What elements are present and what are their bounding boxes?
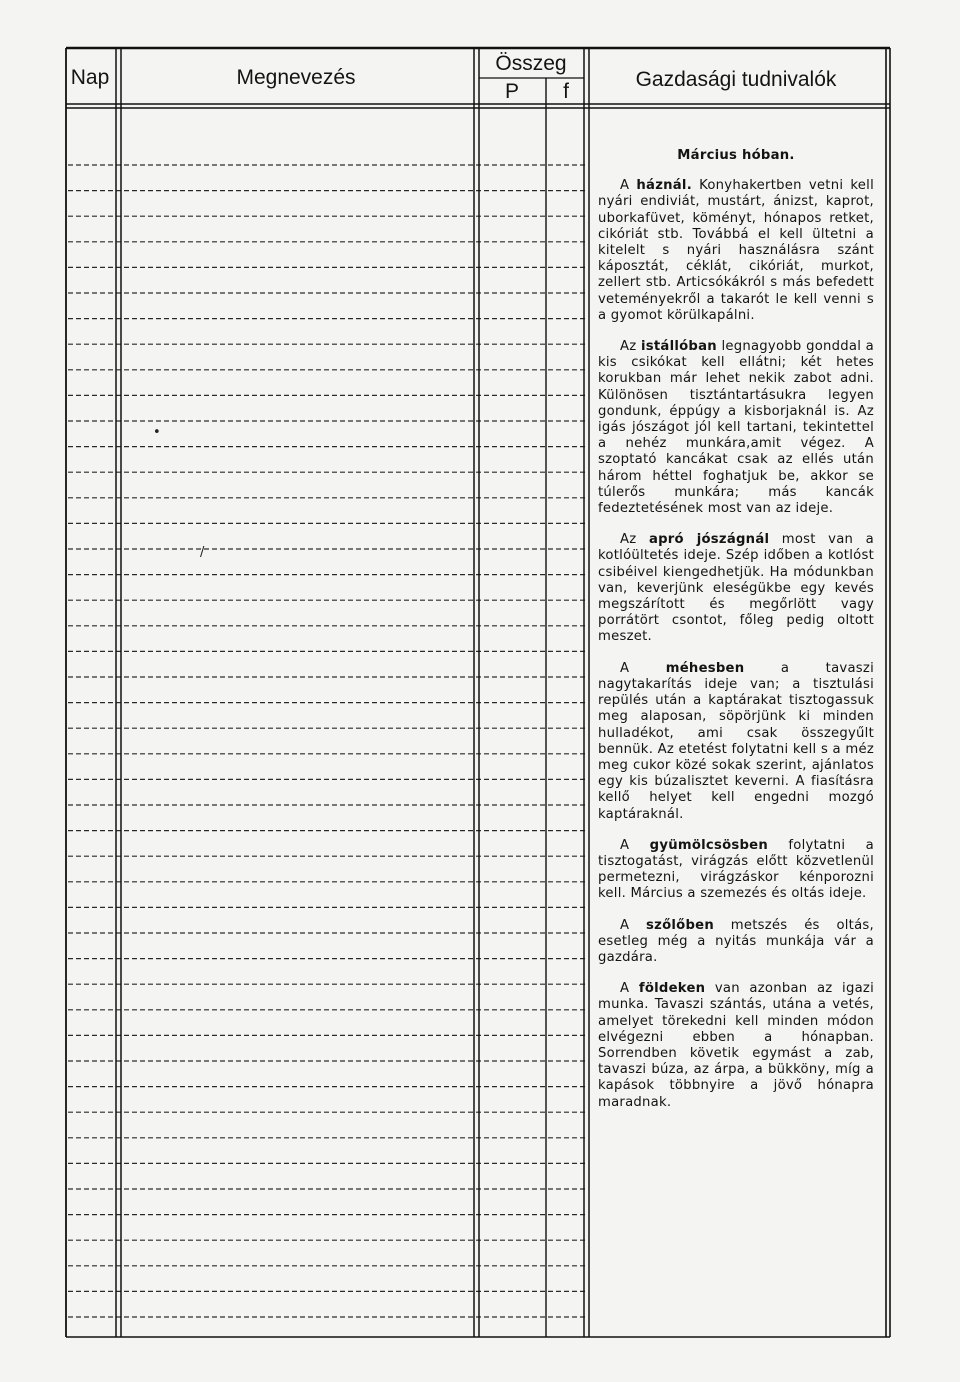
notes-paragraph <box>598 918 874 967</box>
paragraph-lead: A <box>620 917 647 933</box>
paragraph-topic: földeken <box>638 981 706 997</box>
notes-paragraph <box>598 838 874 903</box>
column-header-amount-filler: f <box>563 80 569 103</box>
paragraph-text: van azonban az igazi munka. Tavaszi szántás, utána a vetés, amelyet törekedni kell minden módon elvégezni ebben a hónapban. Sorrendben követik egymást a zab, tavaszi búza, az árpa, a bükköny, míg a kapások többnyire a jövő hónapra maradnak. <box>598 981 874 1110</box>
notes-paragraph <box>598 532 874 645</box>
notes-paragraph <box>598 981 874 1111</box>
paragraph-text: Konyhakertben vetni kell nyári endiviát, mustárt, ánizst, kaprot, uborkafüvet, köményt, hónapos retket, cikóriát stb. Továbbá el kell ültetni a kitelelt s nyári használásra szánt káposztát, céklát, cikóriát, murkot, zellert stb. Articsókákról s más befedett veteményekről a takarót le kell venni s a gyomot körülkapálni. <box>598 178 874 323</box>
stray-mark: • <box>153 425 161 440</box>
farming-notes <box>598 148 874 1126</box>
paragraph-lead: A <box>620 981 639 997</box>
column-header-amount: Összeg <box>495 52 567 75</box>
column-header-name: Megnevezés <box>236 66 356 89</box>
notes-paragraph <box>598 178 874 324</box>
notes-paragraph <box>598 661 874 823</box>
paragraph-topic: méhesben <box>665 660 745 676</box>
paragraph-text: folytatni a tisztogatást, virágzás előtt közvetlenül permetezni, virágzáskor kénporozni kell. Március a szemezés és oltás ideje. <box>598 837 874 902</box>
paragraph-lead: A <box>620 660 666 676</box>
column-header-amount-pengo: P <box>504 80 520 103</box>
column-header-day: Nap <box>70 66 110 89</box>
notes-title: Március hóban. <box>677 148 795 163</box>
paragraph-lead: Az <box>620 532 649 548</box>
paragraph-topic: istállóban <box>641 339 717 355</box>
column-header-notes: Gazdasági tudnivalók <box>635 68 837 91</box>
paragraph-text: legnagyobb gonddal a kis csikókat kell ellátni; két hetes korukban már lehet nekik zabot adni. Különösen tisztántartásukra legyen gondunk, éppúgy a kisborjaknál is. Az igás jószágot jól kell tartani, tekintettel a nehéz munkára,amit végez. A szoptató kancákat csak az ellés után három héttel foghatjuk be, akkor se túlerős munkára; más kancák fedeztetésének most van az ideje. <box>598 339 874 517</box>
paragraph-topic: gyümölcsösben <box>649 837 769 853</box>
paragraph-topic: háznál. <box>636 178 692 194</box>
paragraph-topic: szőlőben <box>646 917 714 933</box>
paragraph-lead: A <box>620 837 650 853</box>
paragraph-lead: A <box>620 178 637 194</box>
notes-paragraph <box>598 339 874 517</box>
stray-mark: / <box>200 545 205 560</box>
paragraph-topic: apró jószágnál <box>648 532 770 548</box>
notes-body <box>598 178 874 1111</box>
paragraph-text: most van a kotlóültetés ideje. Szép időben a kotlóst csibéivel kiengedhetjük. Ha módunkban van, keverjünk eleségükbe egy kevés megszárított és megőrlött vagy porrátört csontot, főleg pedig oltott meszet. <box>598 532 874 645</box>
paragraph-text: a tavaszi nagytakarítás ideje van; a tisztulási repülés után a kaptárakat tisztogassuk meg alaposan, söpörjünk ki minden hulladékot, ami csak összegyűlt bennük. Az etetést folytatni kell s a méz meg cukor közé sokak szerint, ajánlatos egy kis búzalisztet keverni. A fiasításra kellő helyet kell engedni mozgó kaptáraknál. <box>598 660 875 822</box>
paragraph-lead: Az <box>620 339 641 355</box>
paragraph-text: metszés és oltás, esetleg még a nyitás munkája vár a gazdára. <box>598 917 874 965</box>
